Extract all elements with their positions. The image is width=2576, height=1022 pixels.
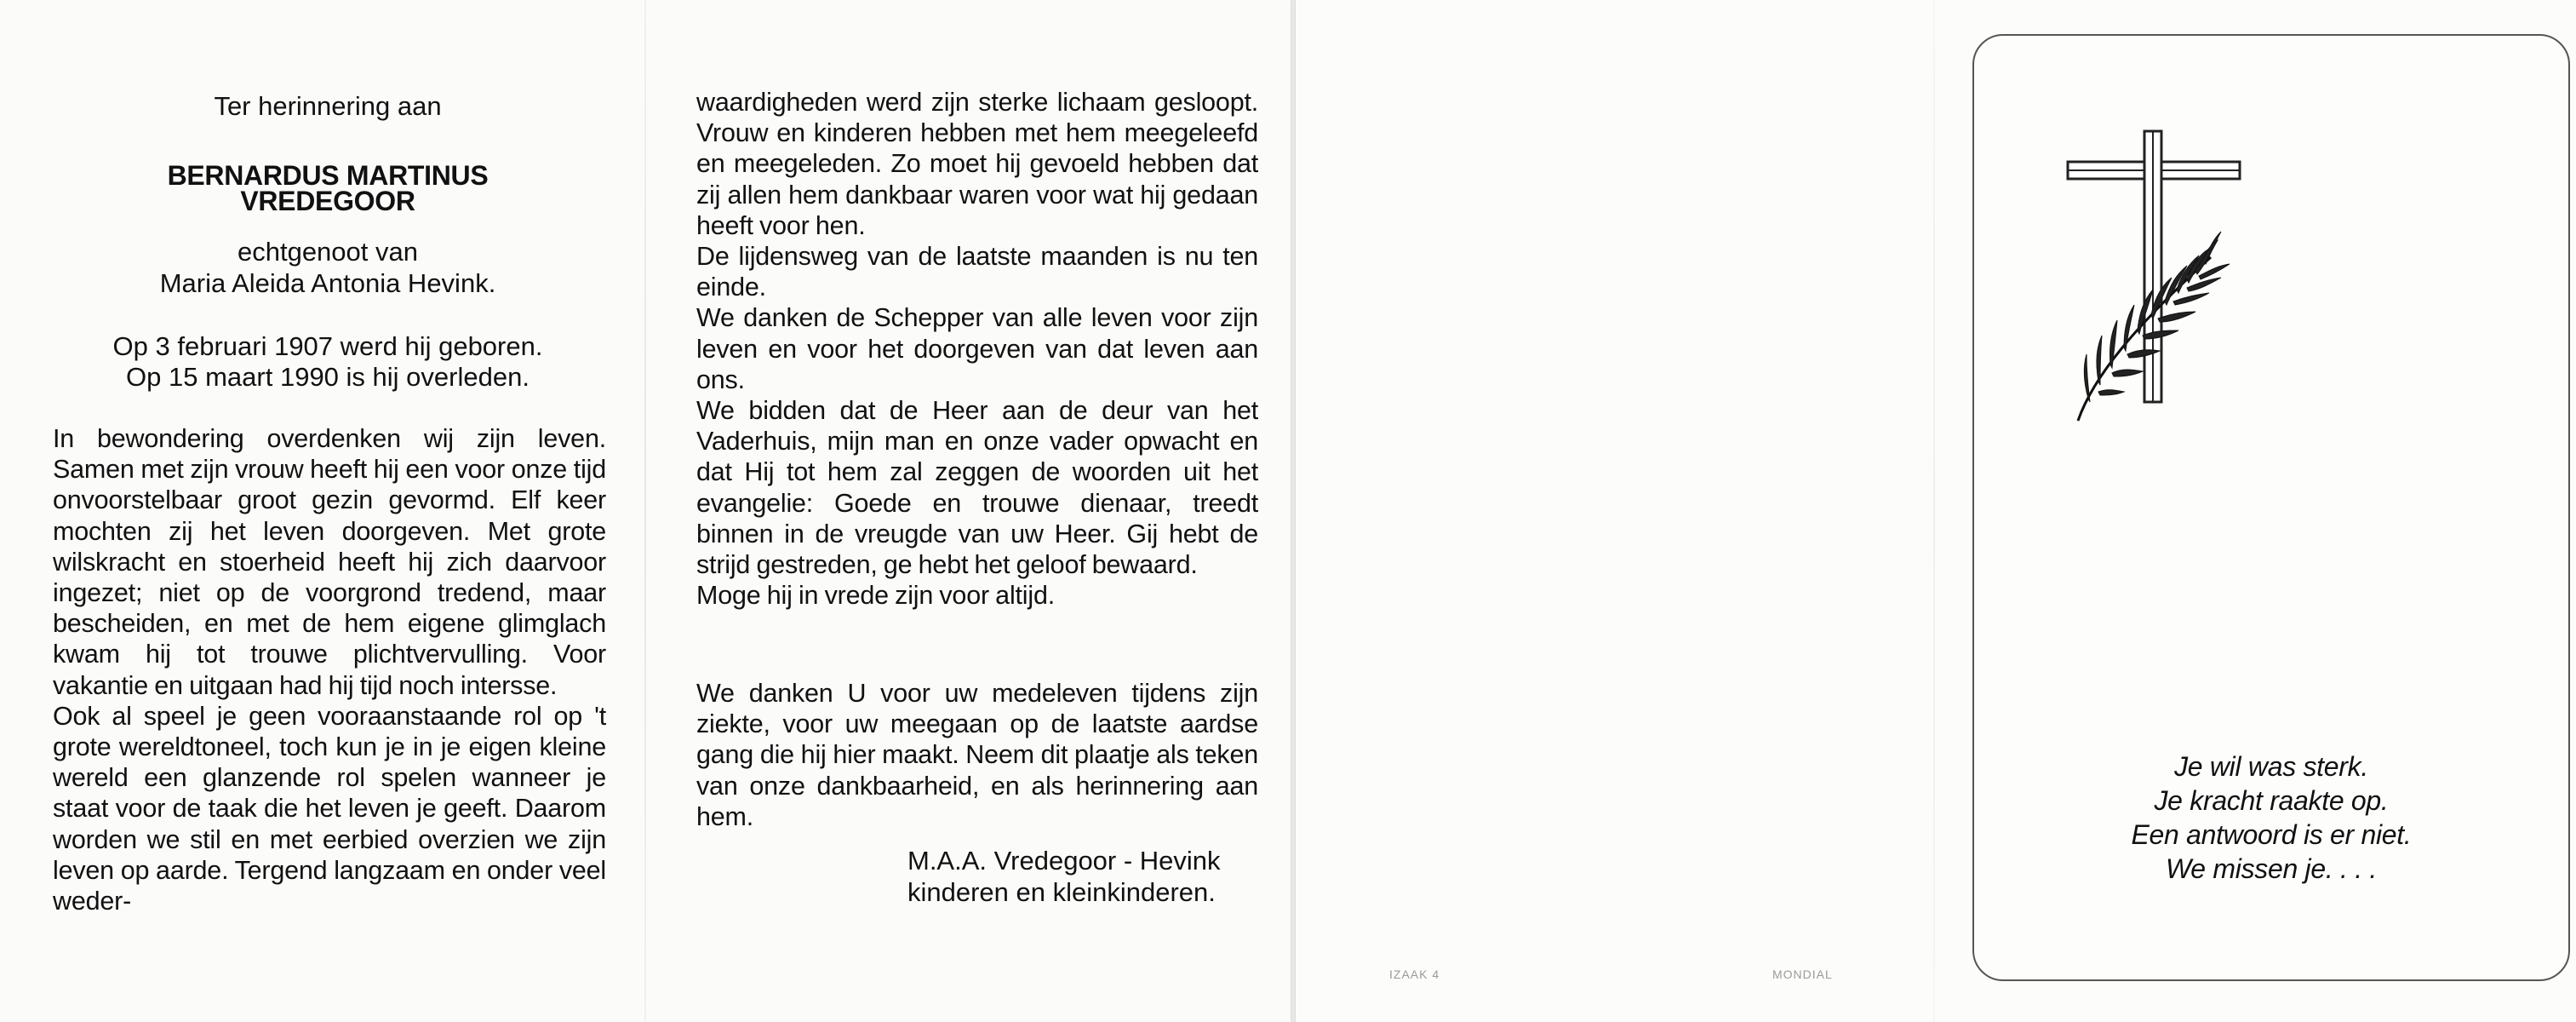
deceased-name-line1: BERNARDUS MARTINUS bbox=[167, 160, 489, 191]
verse-line-4: We missen je. . . . bbox=[2165, 853, 2377, 884]
memorial-card-outside bbox=[1296, 0, 2576, 1022]
middle-paragraph-5: Moge hij in vrede zijn voor altijd. bbox=[696, 581, 1055, 611]
cross-with-palm-icon bbox=[2059, 121, 2264, 462]
middle-page bbox=[645, 0, 1291, 1022]
memorial-verse bbox=[1974, 749, 2568, 886]
middle-paragraph-2: De lijdensweg van de laatste maanden is nu ten einde. bbox=[696, 242, 1258, 302]
deceased-name-line2: VREDEGOOR bbox=[240, 186, 415, 216]
verse-line-2: Je kracht raakte op. bbox=[2154, 785, 2389, 816]
signature bbox=[907, 845, 1221, 908]
fold-line bbox=[1933, 0, 1935, 1022]
middle-paragraph-3: We danken de Schepper van alle leven voor zijn leven en voor het doorgeven van dat leven aan ons. bbox=[696, 303, 1258, 394]
verse-line-1: Je wil was sterk. bbox=[2174, 751, 2368, 782]
left-body-text bbox=[53, 423, 606, 916]
left-paragraph-1: In bewondering overdenken wij zijn leven. Samen met zijn vrouw heeft hij een voor onze tijd onvoorstelbaar groot gezin gevormd. Elf keer mochten zij het leven doorgeven. Met grote wilskracht en stoerheid heeft hij zich daarvoor ingezet; niet op de voorgrond tredend, maar bescheiden, en met de hem eigene glimglach kwam hij tot trouwe plichtvervulling. Voor vakantie en uitgaan had hij tijd noch intersse. bbox=[53, 424, 606, 700]
spouse-name: Maria Aleida Antonia Hevink. bbox=[159, 268, 496, 298]
middle-paragraph-4: We bidden dat de Heer aan de deur van het Vaderhuis, mijn man en onze vader opwacht en dat Hij tot hem zal zeggen de woorden uit het evangelie: Goede en trouwe dienaar, treedt binnen in de vreugde van uw Heer. Gij hebt de strijd gestreden, ge hebt het geloof bewaard. bbox=[696, 396, 1258, 580]
printer-name: MONDIAL bbox=[1772, 967, 1833, 981]
middle-body-text bbox=[696, 87, 1258, 611]
signature-line-1: M.A.A. Vredegoor - Hevink bbox=[907, 846, 1221, 876]
spouse-label: echtgenoot van bbox=[237, 237, 418, 267]
signature-line-2: kinderen en kleinkinderen. bbox=[907, 877, 1216, 907]
back-page bbox=[1296, 0, 1941, 1022]
thanks-text bbox=[696, 678, 1258, 832]
middle-paragraph-1: waardigheden werd zijn sterke lichaam gesloopt. Vrouw en kinderen hebben met hem meegeleefd en meegeleden. Zo moet hij gevoeld hebben dat zij allen hem dankbaar waren voor wat hij gedaan heeft voor hen. bbox=[696, 88, 1258, 240]
left-page bbox=[0, 0, 645, 1022]
death-date: Op 15 maart 1990 is hij overleden. bbox=[126, 362, 530, 392]
verse-line-3: Een antwoord is er niet. bbox=[2131, 819, 2412, 850]
thanks-paragraph: We danken U voor uw medeleven tijdens zijn ziekte, voor uw meegaan op de laatste aardse gang die hij hier maakt. Neem dit plaatje als teken van onze dankbaarheid, en als herinnering aan hem. bbox=[696, 679, 1258, 831]
intro-text: Ter herinnering aan bbox=[214, 91, 442, 121]
front-page bbox=[1972, 34, 2570, 981]
left-paragraph-2: Ook al speel je geen vooraanstaande rol op 't grote wereldtoneel, toch kun je in je eigen kleine wereld een glanzende rol spelen wanneer je staat voor de taak die het leven je geeft. Daarom worden we stil en met eerbied overzien we zijn leven op aarde. Tergend langzaam en onder veel weder- bbox=[53, 701, 606, 916]
birth-date: Op 3 februari 1907 werd hij geboren. bbox=[112, 331, 543, 361]
printer-code: IZAAK 4 bbox=[1389, 967, 1440, 981]
